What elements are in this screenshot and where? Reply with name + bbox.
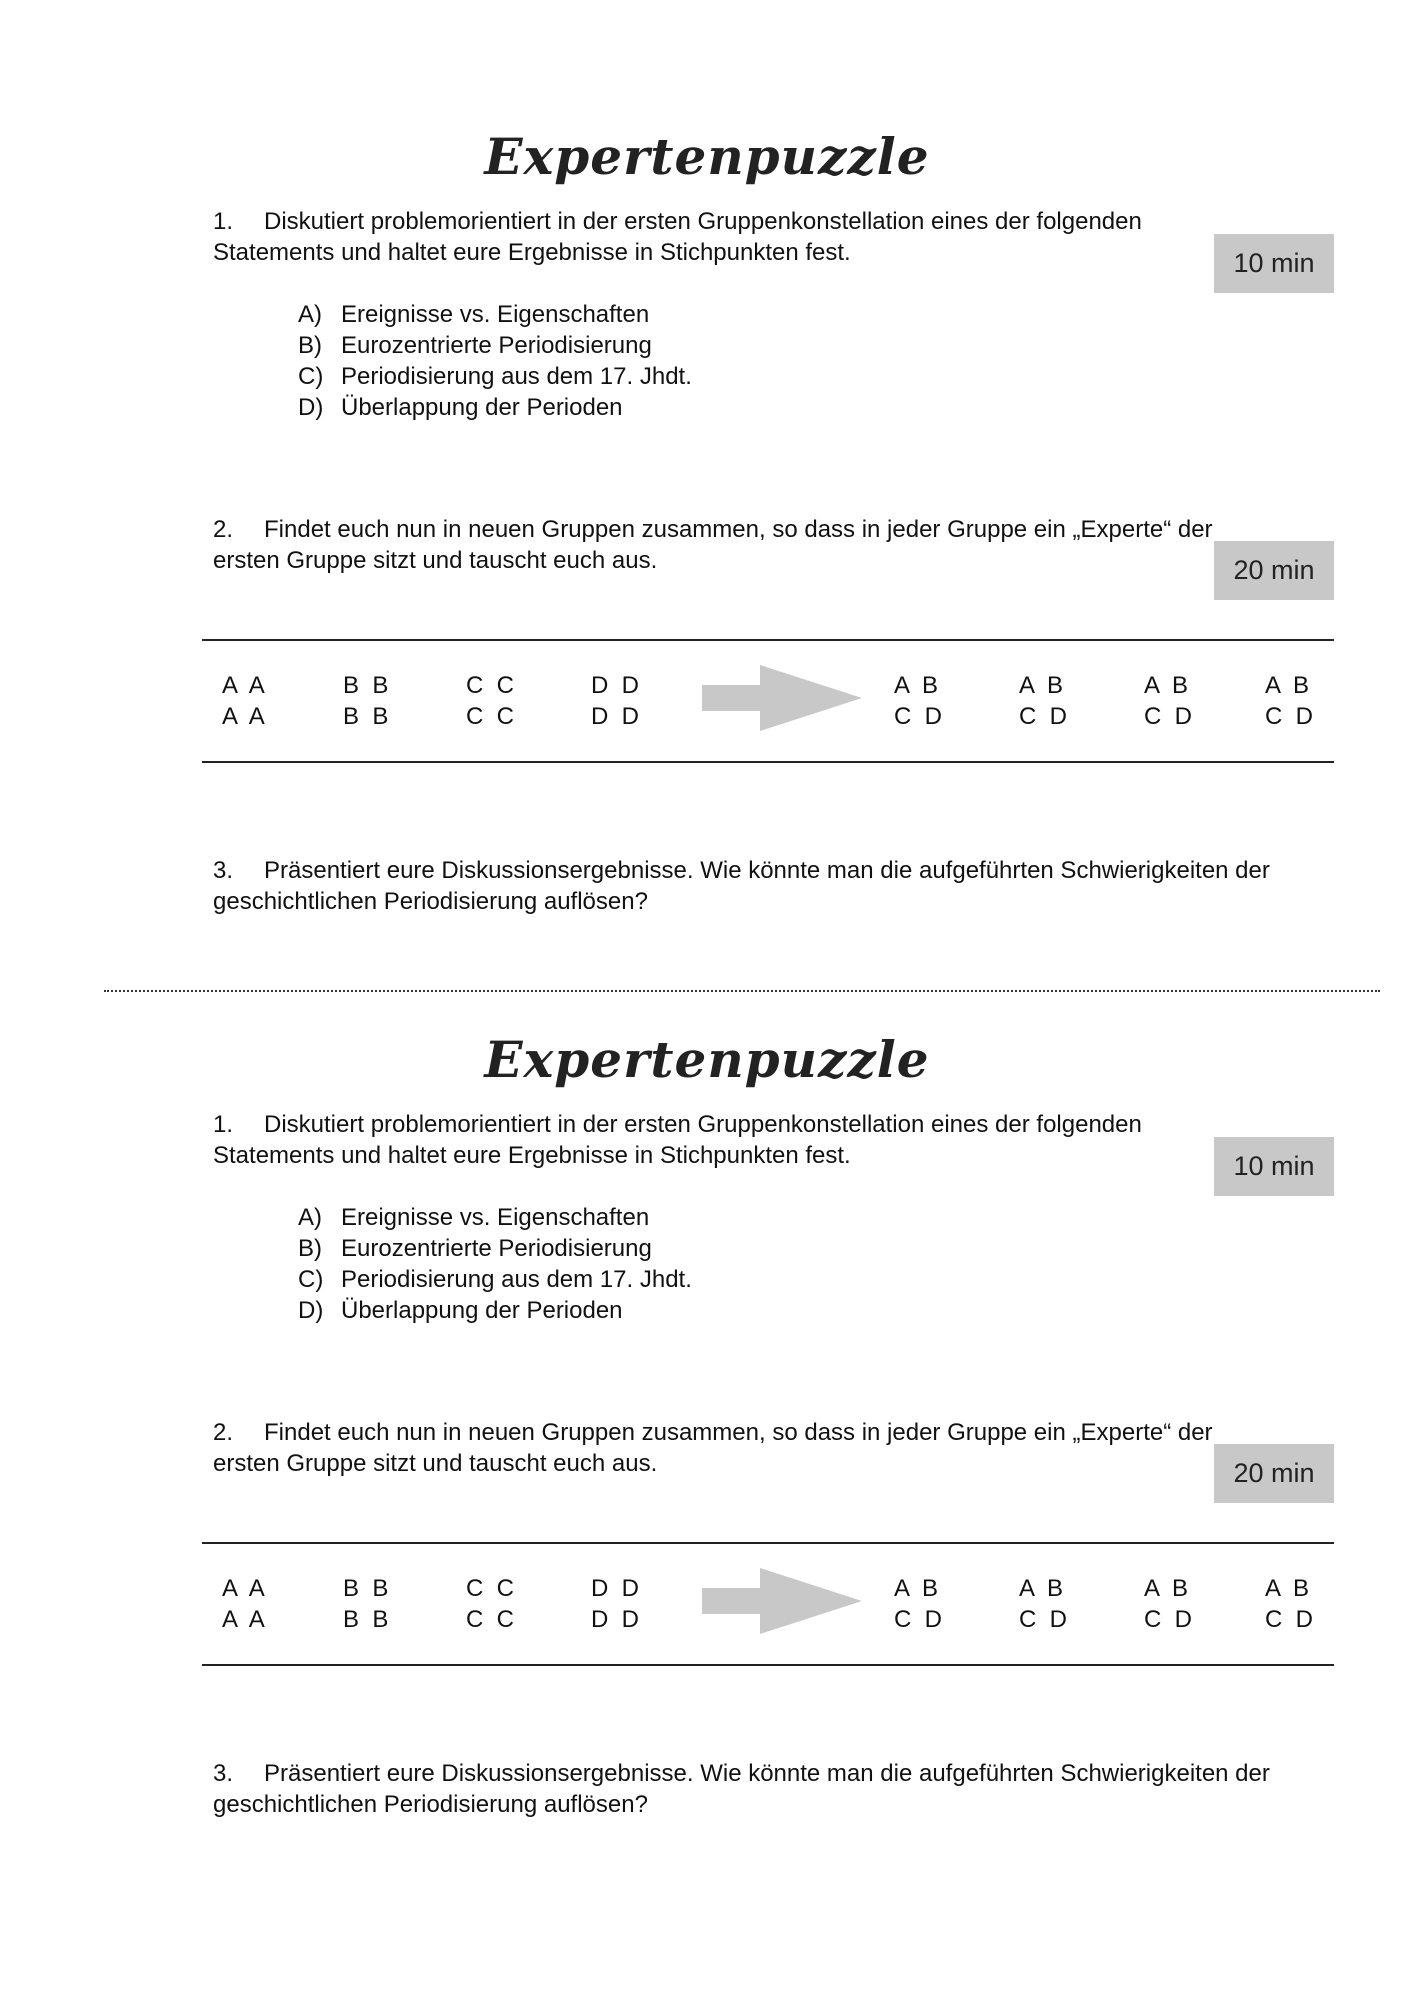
task-1-text: Diskutiert problemorientiert in der ersten Gruppenkonstellation eines der folgenden Statements und haltet eure Ergebnisse in Stichpunkten fest. xyxy=(213,1111,1142,1169)
group-before: A A A A xyxy=(222,1575,265,1633)
time-badge-task-1: 10 min xyxy=(1214,1137,1334,1196)
group-before: B B B B xyxy=(343,672,389,730)
divider-line xyxy=(202,639,1334,641)
task-2 xyxy=(213,514,1213,576)
divider-line xyxy=(202,1542,1334,1544)
worksheet-top xyxy=(0,0,1414,915)
task-1-text: Diskutiert problemorientiert in der ersten Gruppenkonstellation eines der folgenden Statements und haltet eure Ergebnisse in Stichpunkten fest. xyxy=(213,208,1142,266)
group-before: D D D D xyxy=(591,672,639,730)
task-3-text: Präsentiert eure Diskussionsergebnisse. Wie könnte man die aufgeführten Schwierigkeiten der geschichtlichen Periodisierung auflösen? xyxy=(213,857,1270,915)
task-3-text: Präsentiert eure Diskussionsergebnisse. Wie könnte man die aufgeführten Schwierigkeiten der geschichtlichen Periodisierung auflösen? xyxy=(213,1760,1270,1818)
task-2-text: Findet euch nun in neuen Gruppen zusammen, so dass in jeder Gruppe ein „Experte“ der ersten Gruppe sitzt und tauscht euch aus. xyxy=(213,516,1213,574)
group-before: C C C C xyxy=(466,1575,514,1633)
group-after: A B C D xyxy=(894,672,942,730)
option-d: D) Überlappung der Perioden xyxy=(298,1297,623,1324)
group-after: A B C D xyxy=(1019,1575,1067,1633)
option-b: B) Eurozentrierte Periodisierung xyxy=(298,1235,652,1262)
time-badge-task-2: 20 min xyxy=(1214,1444,1334,1503)
group-after: A B C D xyxy=(1144,672,1192,730)
task-3 xyxy=(213,1758,1333,1820)
group-before: C C C C xyxy=(466,672,514,730)
group-after: A B C D xyxy=(1019,672,1067,730)
divider-line xyxy=(202,1664,1334,1666)
option-a: A) Ereignisse vs. Eigenschaften xyxy=(298,301,650,328)
time-badge-task-1: 10 min xyxy=(1214,234,1334,293)
group-before: A A A A xyxy=(222,672,265,730)
worksheet-title: Expertenpuzzle xyxy=(484,1030,930,1089)
statement-options xyxy=(298,1202,692,1326)
divider-line xyxy=(202,761,1334,763)
option-d: D) Überlappung der Perioden xyxy=(298,394,623,421)
task-3-number: 3. xyxy=(213,1760,234,1787)
task-2-number: 2. xyxy=(213,1419,234,1446)
statement-options xyxy=(298,299,692,423)
task-2-text: Findet euch nun in neuen Gruppen zusammen, so dass in jeder Gruppe ein „Experte“ der ersten Gruppe sitzt und tauscht euch aus. xyxy=(213,1419,1213,1477)
task-1-number: 1. xyxy=(213,208,234,235)
option-c: C) Periodisierung aus dem 17. Jhdt. xyxy=(298,363,692,390)
right-arrow-icon xyxy=(702,665,862,731)
group-after: A B C D xyxy=(1265,1575,1313,1633)
task-2 xyxy=(213,1417,1213,1479)
group-after: A B C D xyxy=(894,1575,942,1633)
task-1-number: 1. xyxy=(213,1111,234,1138)
option-a: A) Ereignisse vs. Eigenschaften xyxy=(298,1204,650,1231)
worksheet-title: Expertenpuzzle xyxy=(484,127,930,186)
task-2-number: 2. xyxy=(213,516,234,543)
task-1 xyxy=(213,1109,1153,1171)
group-after: A B C D xyxy=(1265,672,1313,730)
option-b: B) Eurozentrierte Periodisierung xyxy=(298,332,652,359)
worksheet-bottom xyxy=(0,903,1414,1818)
right-arrow-icon xyxy=(702,1568,862,1634)
option-c: C) Periodisierung aus dem 17. Jhdt. xyxy=(298,1266,692,1293)
group-after: A B C D xyxy=(1144,1575,1192,1633)
group-before: D D D D xyxy=(591,1575,639,1633)
group-before: B B B B xyxy=(343,1575,389,1633)
task-3-number: 3. xyxy=(213,857,234,884)
task-1 xyxy=(213,206,1153,268)
time-badge-task-2: 20 min xyxy=(1214,541,1334,600)
